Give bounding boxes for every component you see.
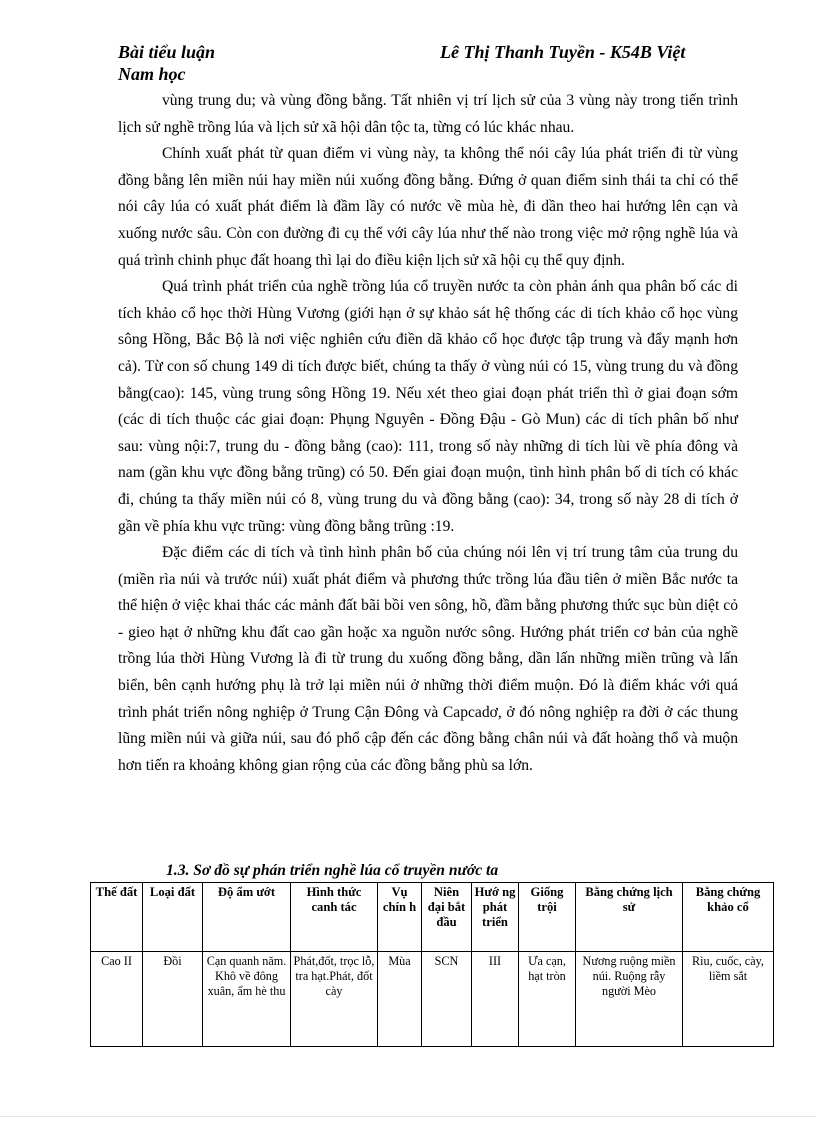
column-header: Bằng chứng khảo cổ (683, 883, 774, 952)
table-row (91, 952, 774, 1047)
table-cell: Cạn quanh năm. Khô về đông xuân, ẩm hè thu (203, 952, 291, 1047)
table-cell: Rìu, cuốc, cày, liềm sắt (683, 952, 774, 1047)
table-cell: Phát,đốt, trọc lỗ, tra hạt.Phát, đốt cày (291, 952, 378, 1047)
header-title: Bài tiểu luận (118, 42, 216, 62)
paragraph: Quá trình phát triển của nghề trồng lúa cổ truyền nước ta còn phản ánh qua phân bố các di tích khảo cổ học thời Hùng Vương (giới hạn ở sự khảo sát hệ thống các di tích khảo cổ học vùng sông Hồng, Bắc Bộ là nơi việc nghiên cứu điền dã khảo cổ học được tập trung và đẩy mạnh hơn cả). Từ con số chung 149 di tích được biết, chúng ta thấy ở vùng núi có 15, vùng trung du và đồng bằng(cao): 145, vùng trung sông Hồng 19. Nếu xét theo giai đoạn phát triển thì ở giai đoạn sớm (các di tích thuộc các giai đoạn: Phụng Nguyên - Đồng Đậu - Gò Mun) các di tích phân bố như sau: vùng nội:7, trung du - đồng bằng (cao): 111, trong số này những di tích lùi về phía đông và nam (gần khu vực đồng bằng trũng) có 50. Đến giai đoạn muộn, tình hình phân bố di tích có khác đi, chúng ta thấy miền núi có 8, vùng trung du và đồng bằng (cao): 34, trong số này 28 di tích ở gần về phía khu vực trũng: vùng đồng bằng trũng :19. (118, 278, 738, 535)
column-header: Bằng chứng lịch sử (576, 883, 683, 952)
page-bottom-divider (0, 1116, 816, 1117)
paragraph: Đặc điểm các di tích và tình hình phân bố của chúng nói lên vị trí trung tâm của trung du (miền rìa núi và trước núi) xuất phát điểm và phương thức trồng lúa đầu tiên ở miền Bắc nước ta thể hiện ở việc khai thác các mảnh đất bãi bồi ven sông, hồ, đầm bằng phương thức sục bùn diệt cỏ - gieo hạt ở những khu đất cao gần hoặc xa nguồn nước sông. Hướng phát triển cơ bản của nghề trồng lúa thời Hùng Vương là đi từ trung du xuống đồng bằng, dần lấn những miền trũng và lấn biển, bên cạnh hướng phụ là trở lại miền núi ở những thời điểm muộn. Đó là điểm khác với quá trình phát triển nông nghiệp ở Trung Cận Đông và Capcadơ, ở đó nông nghiệp ra đời ở các thung lũng miền núi và giữa núi, sau đó phổ cập đến các đồng bằng chân núi và đất hoàng thổ và muộn hơn tiến ra khoảng không gian rộng của các đồng bằng phù sa lớn. (118, 544, 738, 774)
table-cell: Mùa (378, 952, 422, 1047)
table-cell: Nương ruộng miền núi. Ruộng rẫy người Mèo (576, 952, 683, 1047)
column-header: Giống trội (519, 883, 576, 952)
table-cell: Đồi (143, 952, 203, 1047)
column-header: Hướ ng phát triển (472, 883, 519, 952)
table-header-row (91, 883, 774, 952)
table-cell: Ưa cạn, hạt tròn (519, 952, 576, 1047)
column-header: Vụ chín h (378, 883, 422, 952)
column-header: Niên đại bắt đầu (422, 883, 472, 952)
table-cell: III (472, 952, 519, 1047)
column-header: Độ ẩm ướt (203, 883, 291, 952)
table-cell: Cao II (91, 952, 143, 1047)
paragraph: vùng trung du; và vùng đồng bằng. Tất nhiên vị trí lịch sử của 3 vùng này trong tiến trình lịch sử nghề trồng lúa và lịch sử xã hội dân tộc ta, từng có lúc khác nhau. (118, 92, 738, 136)
table-cell: SCN (422, 952, 472, 1047)
paragraph: Chính xuất phát từ quan điểm vi vùng này, ta không thể nói cây lúa phát triển đi từ vùng đồng bằng lên miền núi hay miền núi xuống đồng bằng. Đứng ở quan điểm sinh thái ta chỉ có thể nói cây lúa có xuất phát điểm là đầm lầy có nước về mùa hè, đi dần theo hai hướng lên cạn và xuống nước sâu. Còn con đường đi cụ thể với cây lúa như thế nào trong việc mở rộng nghề lúa và quá trình chinh phục đất hoang thì lại do điều kiện lịch sử xã hội cụ thể quy định. (118, 145, 738, 269)
column-header: Loại đất (143, 883, 203, 952)
body-text (118, 88, 738, 779)
rice-development-table (90, 882, 774, 1047)
header-author: Lê Thị Thanh Tuyền - K54B Việt (440, 42, 686, 62)
header-title-continued: Nam học (118, 64, 186, 84)
column-header: Thế đất (91, 883, 143, 952)
column-header: Hình thức canh tác (291, 883, 378, 952)
section-title: 1.3. Sơ đồ sự phán triển nghề lúa cổ truyền nước ta (166, 862, 499, 879)
